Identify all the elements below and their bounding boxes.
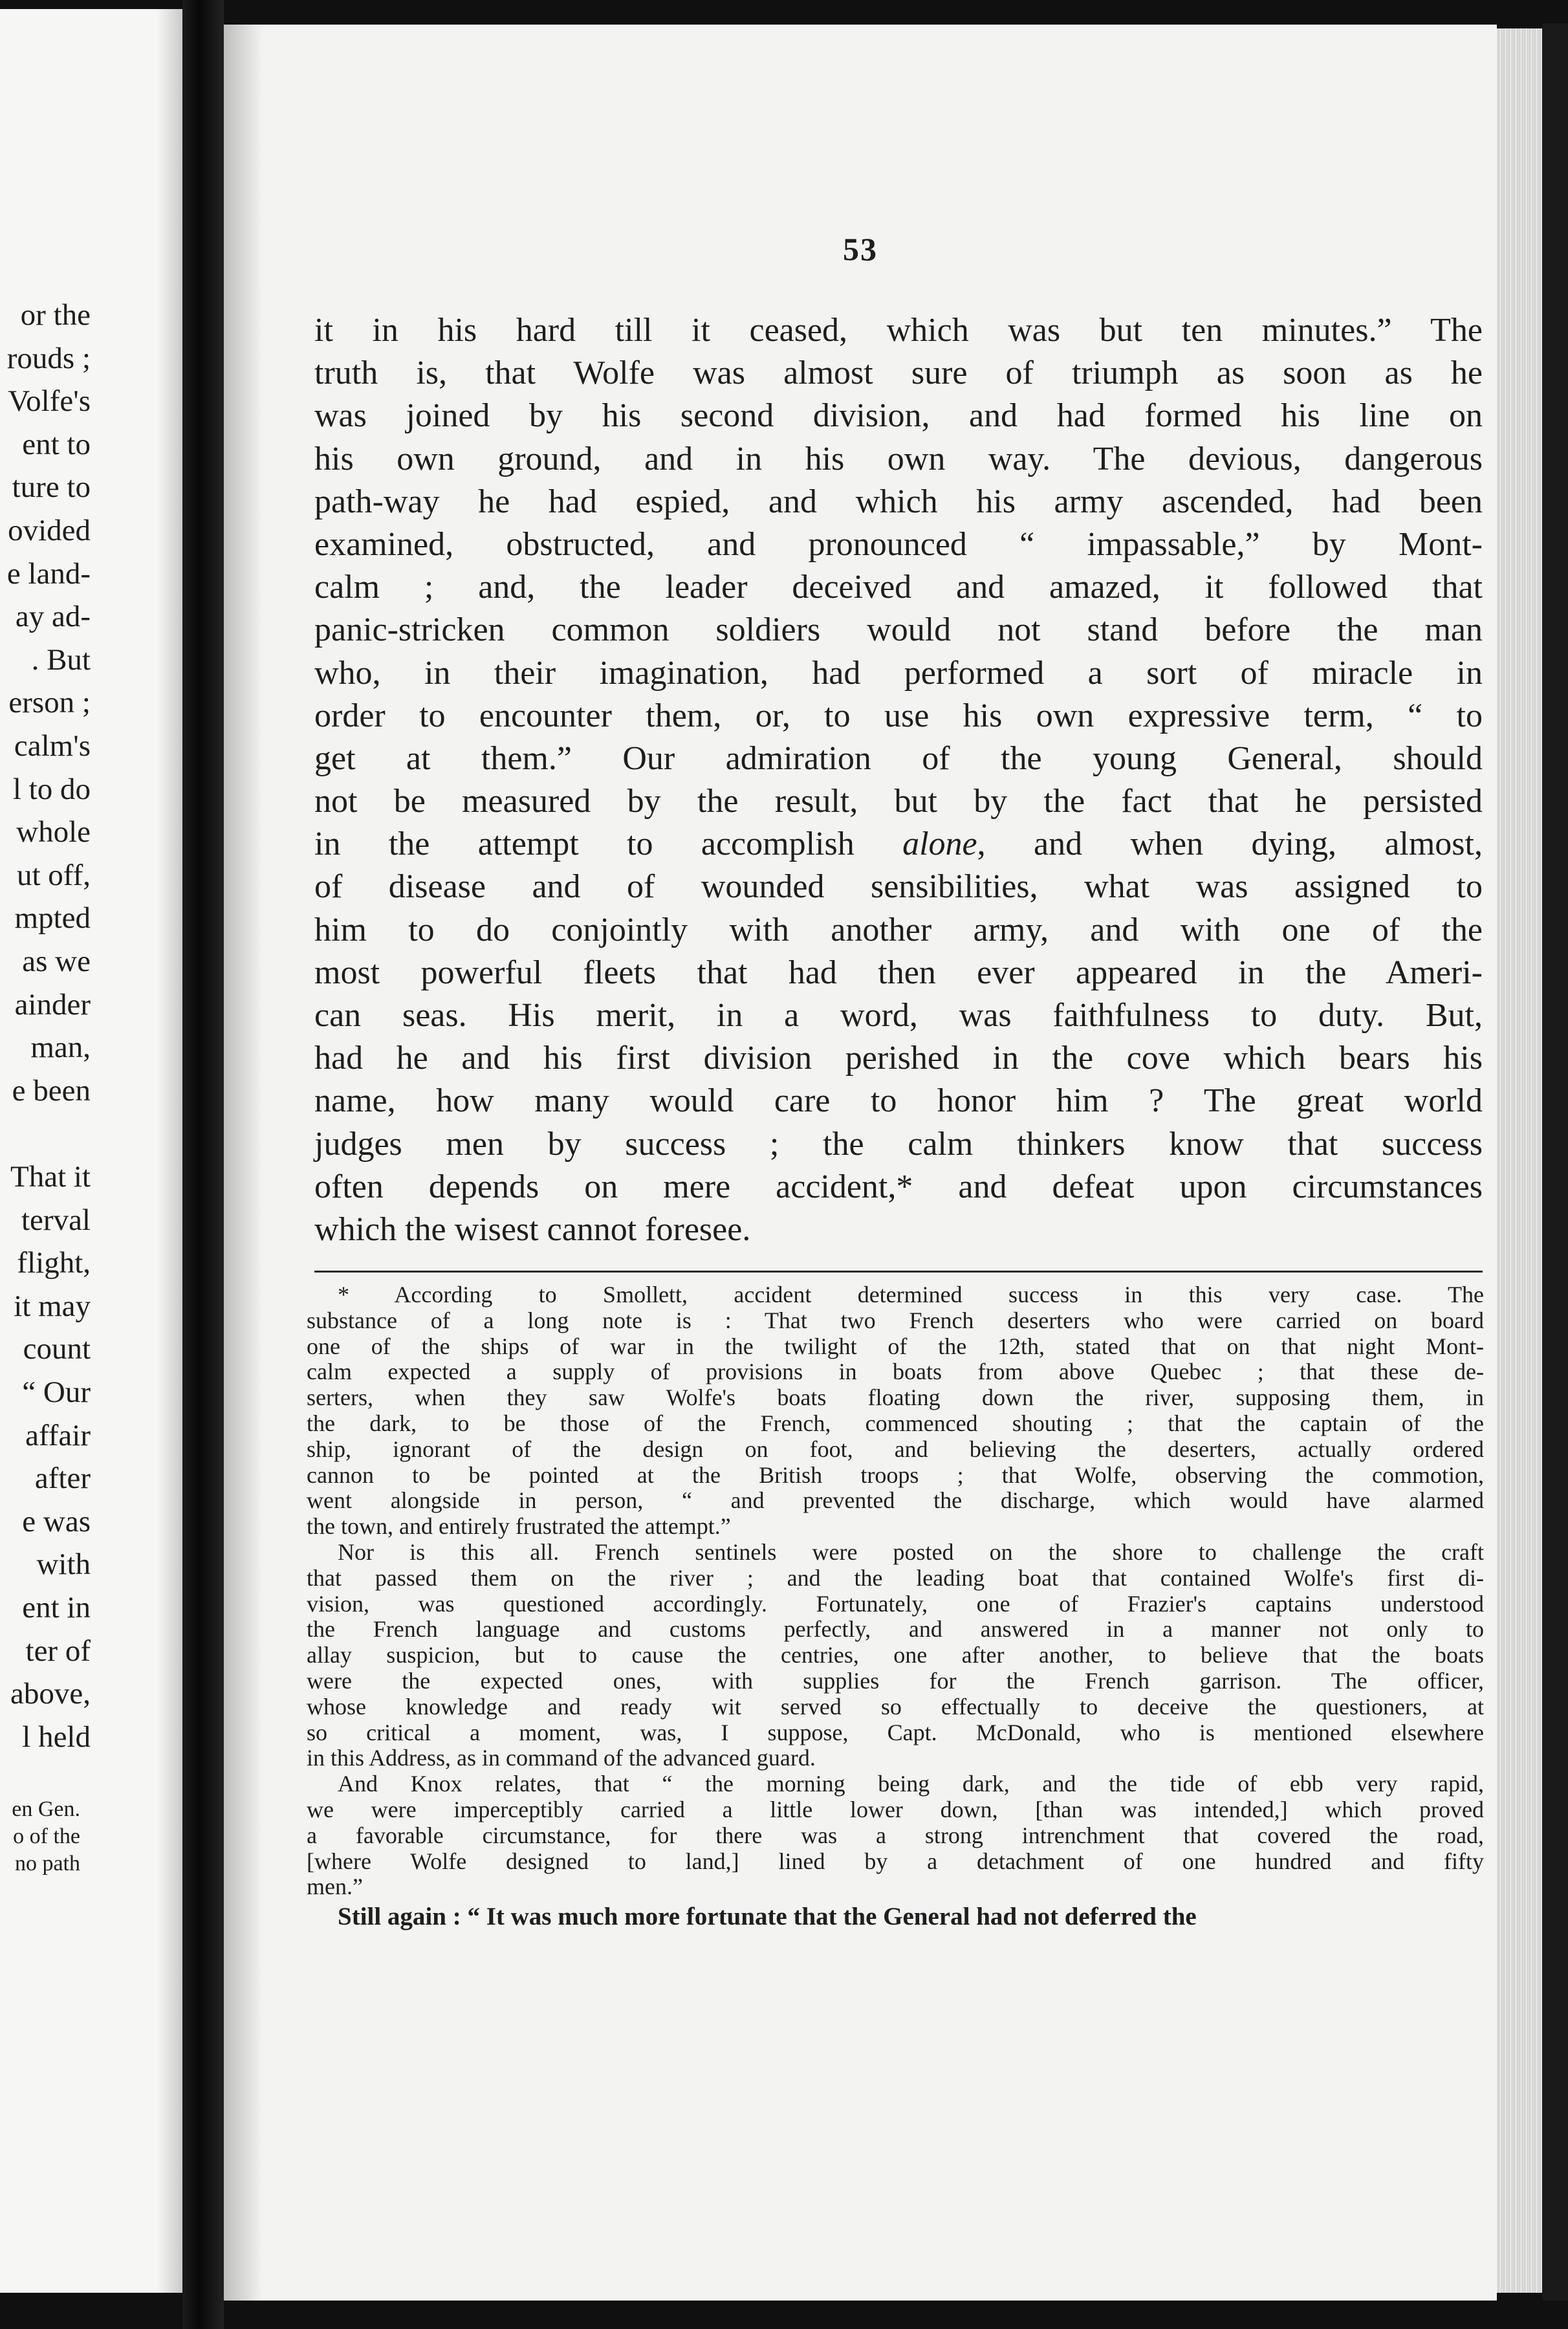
body-line: which the wisest cannot foresee. xyxy=(314,1210,751,1248)
body-text xyxy=(314,309,1483,1251)
body-line: truth is, that Wolfe was almost sure of triumph as soon as he xyxy=(314,355,1483,392)
left-page-line: l held xyxy=(22,1720,91,1754)
footnote-line: in this Address, as in command of the advanced guard. xyxy=(307,1745,816,1771)
left-page-line: rouds ; xyxy=(6,341,91,375)
body-line: often depends on mere accident,* and defeat upon circumstances xyxy=(314,1168,1483,1205)
left-page-footnote-line: o of the xyxy=(13,1824,80,1848)
right-page xyxy=(224,25,1497,2301)
footnote-line: went alongside in person, “ and prevented the discharge, which would have alarmed xyxy=(307,1487,1484,1514)
left-page-line: mpted xyxy=(14,901,91,935)
left-page-line: ut off, xyxy=(16,858,91,892)
left-page-line: it may xyxy=(14,1289,91,1323)
body-line: him to do conjointly with another army, and with one of the xyxy=(314,911,1483,948)
footnote-line: Nor is this all. French sentinels were posted on the shore to challenge the craft xyxy=(338,1538,1484,1565)
body-line: panic-stricken common soldiers would not stand before the man xyxy=(314,611,1483,649)
left-page-fragment xyxy=(0,9,182,2293)
left-page-line: e been xyxy=(12,1073,91,1108)
footnote-line: the dark, to be those of the French, commenced shouting ; that the captain of the xyxy=(307,1410,1484,1436)
body-line: get at them.” Our admiration of the young General, should xyxy=(314,739,1483,777)
left-page-line: affair xyxy=(25,1418,91,1452)
footnote-line: [where Wolfe designed to land,] lined by a detachment of one hundred and fifty xyxy=(307,1848,1484,1874)
footnote-line: that passed them on the river ; and the leading boat that contained Wolfe's first di- xyxy=(307,1564,1484,1591)
footnote-line: whose knowledge and ready wit served so effectually to deceive the questioners, at xyxy=(307,1693,1484,1720)
left-page-line: or the xyxy=(20,298,91,332)
footnote-line: the French language and customs perfectly, and answered in a manner not only to xyxy=(307,1616,1484,1643)
footnote-line: * According to Smollett, accident determined success in this very case. The xyxy=(338,1282,1484,1307)
page-edges xyxy=(1497,28,1542,2293)
body-line: order to encounter them, or, to use his own expressive term, “ to xyxy=(314,697,1483,734)
left-page-line: after xyxy=(34,1461,91,1496)
footnote-line: one of the ships of war in the twilight of the 12th, stated that on that night Mont- xyxy=(307,1333,1484,1359)
footnote-line: we were imperceptibly carried a little lower down, [than was intended,] which proved xyxy=(307,1796,1484,1822)
body-line: examined, obstructed, and pronounced “ impassable,” by Mont- xyxy=(314,525,1483,563)
left-page-line: count xyxy=(23,1332,91,1366)
left-page-line: l to do xyxy=(12,772,91,806)
footnote-line: were the expected ones, with supplies for the French garrison. The officer, xyxy=(307,1667,1484,1694)
left-page-line: ent to xyxy=(22,427,91,461)
body-line: had he and his first division perished in the cove which bears his xyxy=(314,1040,1483,1077)
footnote-line: cannon to be pointed at the British troops ; that Wolfe, observing the commotion, xyxy=(307,1461,1484,1488)
body-line: can seas. His merit, in a word, was faithfulness to duty. But, xyxy=(314,997,1483,1034)
footnote-line: the town, and entirely frustrated the attempt.” xyxy=(307,1513,731,1540)
left-page-line: ent in xyxy=(22,1591,91,1624)
left-page-footnote-line: no path xyxy=(14,1852,80,1875)
left-page-line: “ Our xyxy=(22,1375,91,1409)
left-page-line: Volfe's xyxy=(8,384,91,419)
footnote-line: serters, when they saw Wolfe's boats floating down the river, supposing them, in xyxy=(307,1384,1484,1411)
left-page-line: as we xyxy=(22,945,91,978)
footnotes xyxy=(307,1282,1484,1930)
footnote-line: And Knox relates, that “ the morning being dark, and the tide of ebb very rapid, xyxy=(338,1771,1484,1797)
left-page-line: ovided xyxy=(8,514,91,547)
body-line: path-way he had espied, and which his army ascended, had been xyxy=(314,483,1483,520)
left-page-line: with xyxy=(36,1547,91,1582)
body-line: judges men by success ; the calm thinkers know that success xyxy=(314,1125,1483,1163)
body-line: it in his hard till it ceased, which was but ten minutes.” The xyxy=(314,312,1483,349)
right-page-shadow xyxy=(224,25,263,2301)
left-page-line: ainder xyxy=(14,987,91,1022)
left-page-line: ture to xyxy=(12,470,91,505)
left-page-line: That it xyxy=(10,1160,91,1194)
body-line: most powerful fleets that had then ever appeared in the Ameri- xyxy=(314,954,1483,991)
left-page-line: erson ; xyxy=(8,686,91,720)
left-page-line: e land- xyxy=(6,556,91,591)
left-page-line: terval xyxy=(21,1203,91,1237)
left-page-line: e was xyxy=(22,1504,91,1538)
body-line: name, how many would care to honor him ? The great world xyxy=(314,1082,1483,1120)
left-page-line: . But xyxy=(31,642,91,677)
body-line: who, in their imagination, had performed a sort of miracle in xyxy=(314,654,1483,692)
footnote-line: ship, ignorant of the design on foot, and believing the deserters, actually ordered xyxy=(307,1436,1484,1462)
body-line: not be measured by the result, but by the fact that he persisted xyxy=(314,783,1483,820)
footnote-line: substance of a long note is : That two French deserters who were carried on board xyxy=(307,1307,1484,1333)
footnote-line: calm expected a supply of provisions in boats from above Quebec ; that these de- xyxy=(307,1359,1484,1385)
footnote-line: Still again : “ It was much more fortunate that the General had not deferred the xyxy=(338,1903,1197,1931)
body-line xyxy=(314,823,1483,866)
body-line: calm ; and, the leader deceived and amazed, it followed that xyxy=(314,569,1483,606)
left-page-line: flight, xyxy=(17,1246,91,1280)
left-page-line: calm's xyxy=(14,729,91,763)
left-page-line: ay ad- xyxy=(15,600,91,634)
body-line: his own ground, and in his own way. The devious, dangerous xyxy=(314,440,1483,477)
book-gutter xyxy=(182,0,224,2329)
footnote-line: men.” xyxy=(307,1874,363,1900)
left-page-shadow xyxy=(157,9,182,2293)
left-page-line: man, xyxy=(30,1031,91,1065)
left-page-line: ter of xyxy=(25,1634,91,1668)
page-number: 53 xyxy=(843,231,878,267)
body-line: of disease and of wounded sensibilities, what was assigned to xyxy=(314,868,1483,906)
footnote-line: allay suspicion, but to cause the centries, one after another, to believe that the boats xyxy=(307,1642,1484,1668)
book-edge-shadow xyxy=(1542,23,1568,2301)
body-line-start: in the attempt to accomplish xyxy=(314,826,855,863)
left-page-line: above, xyxy=(10,1677,91,1711)
footnote-line: vision, was questioned accordingly. Fortunately, one of Frazier's captains understood xyxy=(307,1590,1484,1617)
footnote-rule xyxy=(314,1271,1483,1273)
left-page-line: whole xyxy=(16,815,91,849)
footnote-line: a favorable circumstance, for there was a strong intrenchment that covered the road, xyxy=(307,1822,1484,1848)
footnote-line: so critical a moment, was, I suppose, Capt. McDonald, who is mentioned elsewhere xyxy=(307,1719,1484,1745)
body-line: was joined by his second division, and had formed his line on xyxy=(314,397,1483,435)
body-line-end: , and when dying, almost, xyxy=(977,826,1483,863)
left-page-footnote-line: en Gen. xyxy=(12,1797,80,1821)
italic-word: alone xyxy=(902,826,977,863)
